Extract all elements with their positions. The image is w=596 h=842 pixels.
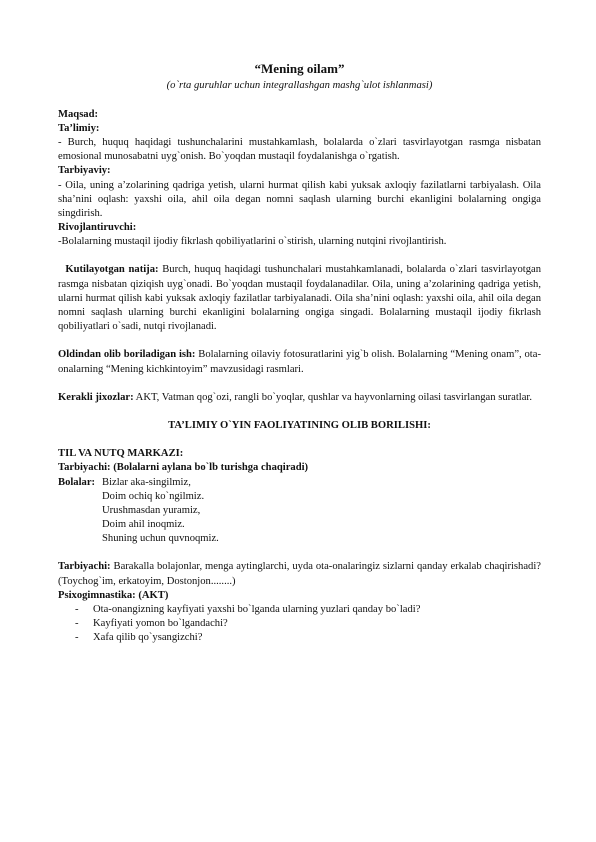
natija-text: Burch, huquq haqidagi tushunchalari mustahkamlanadi, bolalarda o`zlari tasvirlayotgan rasmga nisbatan qiziqish uyg`onadi. Bo`yoqdan mustaqil foydalanadilar. Oila, uning a’zolarining qadriga yetish, ularni hurmat qilish kabi yuksak axloqiy fazilatlar tarbiyalanadi. Oila sha’nini oqlash: yaxshi oila, ahil oila degan nomni saqlash ularning burchi ekanligini bolalarning ongiga singadi. Bolalarning mustaqil ijodiy fikrlash qobiliyatlari o`sadi, nutqi rivojlanadi.: [58, 264, 542, 333]
verse-lines: [102, 476, 219, 547]
bolalar-verse: [58, 476, 541, 547]
dash-bullet: -: [75, 618, 79, 630]
talimiy-text: - Burch, huquq haqidagi tushunchalarini mustahkamlash, bolalarda o`zlari tasvirlayotgan rasmga nisbatan emosional munosabatni uyg`onish. Bo`yoqdan mustaqil foydalanishga o`rgatish.: [58, 136, 541, 163]
tarbiyaviy-text: - Oila, uning a’zolarining qadriga yetish, ularni hurmat qilish kabi yuksak axloqiy fazilatlarni tarbiyalash. Oila sha’nini oqlash: yaxshi oila, ahil oila degan nomni saqlash ularning burchi ekanligini bolalarning ongiga singdirish.: [58, 179, 541, 219]
verse-line: Shuning uchun quvnoqmiz.: [102, 533, 219, 545]
kutilayotgan-natija: [58, 263, 541, 334]
tarbiyachi-question: [58, 560, 541, 588]
document-page: [58, 60, 541, 646]
talimiy-label: Ta’limiy:: [58, 122, 100, 134]
psixogimnastika-list: [58, 603, 541, 646]
rivojlantiruvchi-text: -Bolalarning mustaqil ijodiy fikrlash qobiliyatlarini o`stirish, ularning nutqini rivojlantirish.: [58, 236, 447, 248]
oldindan-text: Bolalarning oilaviy fotosuratlarini yig`b olish. Bolalarning “Mening onam”, ota-onalarning “Mening kichkintoyim” mavzusidagi rasmlari.: [58, 349, 541, 375]
verse-line: Bizlar aka-singilmiz,: [102, 476, 191, 488]
spacer: [58, 249, 541, 263]
list-item: - Kayfiyati yomon bo`lgandachi?: [58, 617, 541, 631]
spacer: [58, 405, 541, 419]
jihozlar-text: AKT, Vatman qog`ozi, rangli bo`yoqlar, qushlar va hayvonlarning oilasi tasvirlangan suratlar.: [133, 391, 533, 403]
oldindan-ish: [58, 348, 541, 376]
oldindan-label: Oldindan olib boriladigan ish:: [58, 349, 196, 361]
verse-line: Doim ochiq ko`ngilmiz.: [102, 490, 205, 502]
bolalar-label: Bolalar:: [58, 476, 96, 488]
natija-label: Kutilayotgan natija:: [65, 264, 159, 276]
maqsad-label: Maqsad:: [58, 108, 99, 120]
verse-line: Doim ahil inoqmiz.: [102, 519, 185, 531]
tarbiyachi-label: Tarbiyachi:: [58, 561, 111, 573]
spacer: [58, 546, 541, 560]
list-item: - Xafa qilib qo`ysangizchi?: [58, 631, 541, 645]
tarbiyaviy-label: Tarbiyaviy:: [58, 165, 111, 177]
tarbiyachi-text: Barakalla bolajonlar, menga aytinglarchi, uyda ota-onalaringiz sizlarni qanday erkalab chaqirishadi? (Toychog`im, erkatoyim, Dostonjon........): [58, 561, 541, 587]
spacer: [58, 94, 541, 108]
document-title: “Mening oilam”: [254, 61, 345, 76]
psixogimnastika-heading: Psixogimnastika: (AKT): [58, 589, 169, 601]
markaz-heading: TIL VA NUTQ MARKAZI:: [58, 448, 184, 460]
spacer: [58, 334, 541, 348]
document-subtitle: (o`rta guruhlar uchun integrallashgan mashg`ulot ishlanmasi): [166, 80, 433, 92]
verse-line: Urushmasdan yuramiz,: [102, 504, 201, 516]
section-heading: TA’LIMIY O`YIN FAOLIYATINING OLIB BORILISHI:: [168, 419, 431, 431]
dash-bullet: -: [75, 632, 79, 644]
kerakli-jihozlar: [58, 391, 541, 405]
jihozlar-label: Kerakli jixozlar:: [58, 391, 134, 403]
list-item: - Ota-onangizning kayfiyati yaxshi bo`lganda ularning yuzlari qanday bo`ladi?: [58, 603, 541, 617]
dash-bullet: -: [75, 604, 79, 616]
spacer: [58, 433, 541, 447]
rivojlantiruvchi-label: Rivojlantiruvchi:: [58, 222, 137, 234]
spacer: [58, 377, 541, 391]
tarbiyachi-instruction: Tarbiyachi: (Bolalarni aylana bo`lb turishga chaqiradi): [58, 462, 309, 474]
